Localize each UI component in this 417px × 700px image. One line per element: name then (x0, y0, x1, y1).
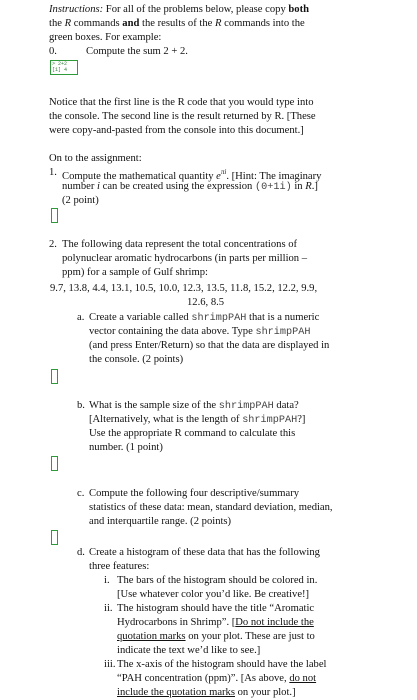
q2b-answer-box[interactable] (51, 456, 58, 471)
example-output-line: [1] 4 (52, 67, 68, 73)
r-name: R (215, 18, 222, 29)
q2-data-line-2: 12.6, 8.5 (187, 297, 225, 308)
text: What is the sample size of the (89, 400, 219, 411)
text: vector containing the data above. Type (89, 326, 256, 337)
text: “PAH concentration (ppm)”. [As above, (117, 673, 290, 684)
q2d-iii-label: iii. (104, 659, 116, 670)
text: Create a variable called (89, 312, 192, 323)
example-answer-box[interactable] (50, 60, 78, 75)
text: in (291, 181, 306, 192)
q2b-line-1 (89, 399, 417, 413)
notice-line-3: were copy-and-pasted from the console into this document.] (49, 125, 304, 136)
text: Compute the mathematical quantity (62, 171, 217, 182)
q2a-label: a. (77, 312, 85, 323)
q2-line-3: ppm) for a sample of Gulf shrimp: (62, 267, 208, 278)
q2d-i-label: i. (104, 575, 110, 586)
q2d-ii-line-1: The histogram should have the title “Aromatic (117, 603, 315, 614)
q2b-line-2 (89, 413, 417, 427)
underlined-text: Do not include the (235, 617, 314, 628)
text: that is a numeric (246, 312, 320, 323)
text: on your plot. These are just to (185, 631, 315, 642)
q2a-line-1 (89, 311, 417, 325)
instructions-line-2 (49, 17, 417, 30)
inline-code: shrimpPAH (191, 313, 247, 324)
q2-number: 2. (49, 239, 57, 250)
q1-points: (2 point) (62, 195, 99, 206)
underlined-text: quotation marks (117, 631, 186, 642)
r-name: R (64, 18, 72, 29)
q2d-iii-line-2 (117, 672, 417, 685)
instructions-line-1 (49, 3, 417, 16)
q2a-answer-box[interactable] (51, 369, 58, 384)
q2a-line-2 (89, 325, 417, 339)
q1-line-2 (62, 180, 417, 194)
math-i: i (97, 181, 100, 192)
q1-number: 1. (49, 167, 57, 178)
q2d-i-line-2: [Use whatever color you’d like. Be creative!] (117, 589, 310, 600)
text: the (49, 18, 65, 29)
q2d-line-2: three features: (89, 561, 150, 572)
q2d-label: d. (77, 547, 85, 558)
q2-line-2: polynuclear aromatic hydrocarbons (in parts per million – (62, 253, 308, 264)
text: can be created using the expression (99, 181, 255, 192)
q2d-ii-line-3 (117, 630, 417, 643)
q2c-answer-box[interactable] (51, 530, 58, 545)
q2d-ii-line-2 (117, 616, 417, 629)
text: . [Hint: The imaginary (226, 171, 322, 182)
inline-code: (0+1i) (255, 182, 292, 193)
notice-line-1: Notice that the first line is the R code that you would type into (49, 97, 314, 108)
text: commands into the (221, 18, 305, 29)
q2d-ii-line-4: indicate the text we’d like to see.] (117, 645, 261, 656)
emphasis-both: both (288, 4, 310, 15)
instructions-line-3: green boxes. For example: (49, 32, 162, 43)
math-exponent: πi (220, 168, 227, 176)
q2-data-line-1: 9.7, 13.8, 4.4, 13.1, 10.5, 10.0, 12.3, 13.5, 11.8, 15.2, 12.2, 9.9, (50, 283, 318, 294)
q2b-label: b. (77, 400, 85, 411)
q2d-ii-label: ii. (104, 603, 113, 614)
inline-code: shrimpPAH (242, 415, 298, 426)
text: [Alternatively, what is the length of (89, 414, 243, 425)
text: on your plot.] (234, 687, 296, 698)
q2c-line-2: statistics of these data: mean, standard deviation, median, (89, 502, 333, 513)
q2c-label: c. (77, 488, 85, 499)
inline-code: shrimpPAH (218, 401, 274, 412)
math-e: e (216, 171, 221, 182)
q2d-line-1: Create a histogram of these data that has the following (89, 547, 320, 558)
instructions-label: Instructions: (49, 4, 104, 15)
example-number: 0. (49, 46, 57, 57)
q2d-iii-line-1: The x-axis of the histogram should have the label (117, 659, 327, 670)
instructions-text: For all of the problems below, please copy (103, 4, 289, 15)
text: .] (311, 181, 318, 192)
text: commands (71, 18, 123, 29)
underlined-text: do not (289, 673, 317, 684)
q2b-line-3: Use the appropriate R command to calculate this (89, 428, 296, 439)
q2a-line-3: (and press Enter/Return) so that the data are displayed in (89, 340, 330, 351)
text: the results of the (139, 18, 215, 29)
q2b-line-4: number. (1 point) (89, 442, 163, 453)
text: ?] (297, 414, 306, 425)
q2d-i-line-1: The bars of the histogram should be colored in. (117, 575, 318, 586)
q2a-line-4: the console. (2 points) (89, 354, 184, 365)
inline-code: shrimpPAH (255, 327, 311, 338)
underlined-text: include the quotation marks (117, 687, 235, 698)
text: data? (273, 400, 299, 411)
example-text: Compute the sum 2 + 2. (86, 46, 188, 57)
notice-line-2: the console. The second line is the result returned by R. [These (49, 111, 316, 122)
q2-line-1: The following data represent the total concentrations of (62, 239, 298, 250)
emphasis-and: and (122, 18, 140, 29)
q2c-line-3: and interquartile range. (2 points) (89, 516, 232, 527)
q2c-line-1: Compute the following four descriptive/summary (89, 488, 300, 499)
assignment-heading: On to the assignment: (49, 153, 142, 164)
q1-answer-box[interactable] (51, 208, 58, 223)
text: Hydrocarbons in Shrimp”. [ (117, 617, 236, 628)
q2d-iii-line-3 (117, 686, 417, 699)
text: number (62, 181, 98, 192)
example-code-line: > 2+2 (52, 61, 68, 67)
r-name: R (305, 181, 312, 192)
